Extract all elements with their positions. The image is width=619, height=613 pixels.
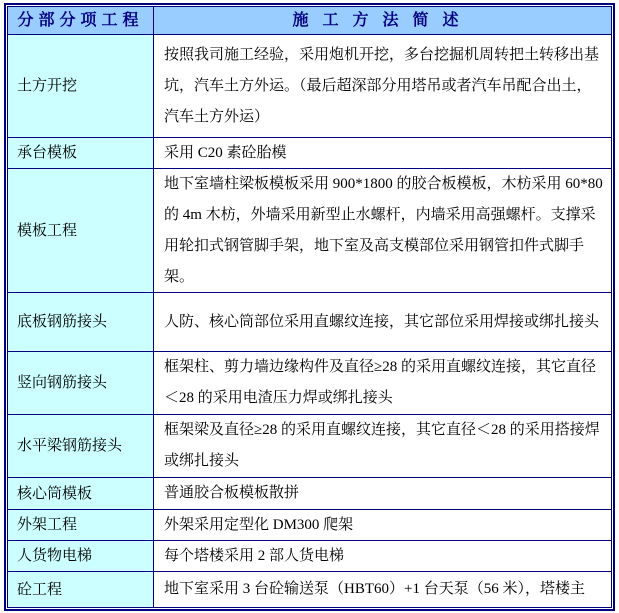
table-row: [8, 293, 611, 352]
table-row: [8, 541, 611, 572]
table-row: [8, 352, 611, 415]
header-cell-construction-method: 施工方法简述: [154, 7, 611, 34]
table-row: [8, 572, 611, 607]
method-description-cell: 每个塔楼采用 2 部人货电梯: [154, 541, 611, 571]
table-header-row: [8, 7, 611, 35]
item-name-cell: 模板工程: [8, 169, 154, 292]
method-description-cell: 框架梁及直径≥28 的采用直螺纹连接，其它直径＜28 的采用搭接焊或绑扎接头: [154, 415, 611, 477]
table-row: [8, 415, 611, 478]
item-name-cell: 底板钢筋接头: [8, 293, 154, 351]
method-description-cell: 按照我司施工经验，采用炮机开挖，多台挖掘机周转把土转移出基坑，汽车土方外运。（最后超深部分用塔吊或者汽车吊配合出土，汽车土方外运）: [154, 35, 611, 137]
item-name-cell: 竖向钢筋接头: [8, 352, 154, 414]
item-name-cell: 承台模板: [8, 138, 154, 168]
table-row: [8, 35, 611, 138]
construction-methods-table: [7, 6, 612, 608]
item-name-cell: 核心筒模板: [8, 478, 154, 509]
table-row: [8, 138, 611, 169]
item-name-cell: 外架工程: [8, 510, 154, 540]
header-cell-subitem-project: 分部分项工程: [8, 7, 154, 34]
construction-methods-table-frame: [4, 3, 615, 611]
item-name-cell: 水平梁钢筋接头: [8, 415, 154, 477]
method-description-cell: 框架柱、剪力墙边缘构件及直径≥28 的采用直螺纹连接，其它直径＜28 的采用电渣压力焊或绑扎接头: [154, 352, 611, 414]
method-description-cell: 采用 C20 素砼胎模: [154, 138, 611, 168]
item-name-cell: 人货物电梯: [8, 541, 154, 571]
table-row: [8, 478, 611, 510]
item-name-cell: 土方开挖: [8, 35, 154, 137]
method-description-cell: 人防、核心筒部位采用直螺纹连接，其它部位采用焊接或绑扎接头: [154, 293, 611, 351]
method-description-cell: 外架采用定型化 DM300 爬架: [154, 510, 611, 540]
method-description-cell: 地下室墙柱梁板模板采用 900*1800 的胶合板模板，木枋采用 60*80 的 4m 木枋，外墙采用新型止水螺杆，内墙采用高强螺杆。支撑采用轮扣式钢管脚手架，地下室及高支模部位采用钢管扣件式脚手架。: [154, 169, 611, 292]
table-row: [8, 510, 611, 541]
item-name-cell: 砼工程: [8, 572, 154, 607]
table-row: [8, 169, 611, 293]
method-description-cell: 普通胶合板模板散拼: [154, 478, 611, 509]
method-description-cell: 地下室采用 3 台砼输送泵（HBT60）+1 台天泵（56 米），塔楼主: [154, 572, 611, 607]
